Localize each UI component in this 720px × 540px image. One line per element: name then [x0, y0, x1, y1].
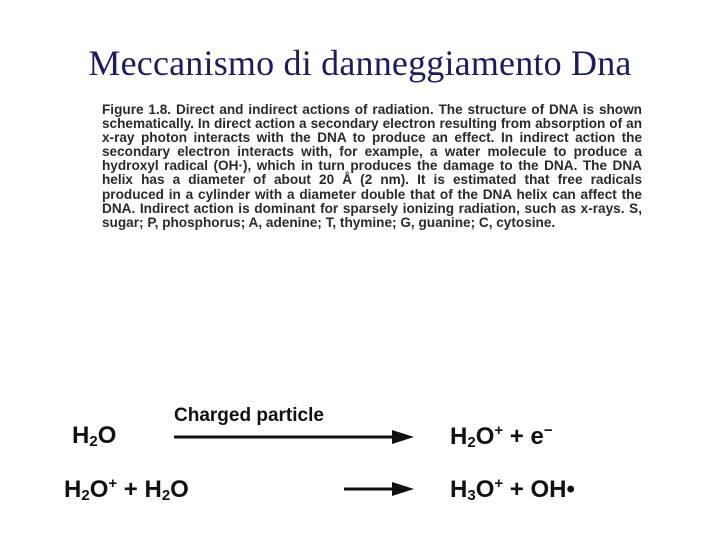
figure-caption [102, 103, 642, 230]
reaction1-reactant: $H_2O$ [72, 422, 117, 450]
figure-label: Figure 1.8. [102, 102, 172, 117]
reaction1-product: $H_2O^+ + e^-$ [450, 422, 553, 451]
reaction2-arrow-icon [344, 480, 414, 498]
reaction1-arrow-icon [174, 428, 414, 446]
figure-caption-text: Direct and indirect actions of radiation. The structure of DNA is shown schematically. In direct action a secondary electron resulting from absorption of an x-ray photon interacts with the DNA to produce an effect. In indirect action the secondary electron interacts with, for example, a water molecule to produce a hydroxyl radical (OH·), which in turn produces the damage to the DNA. The DNA helix has a diameter of about 20 Å (2 nm). It is estimated that free radicals produced in a cylinder with a diameter double that of the DNA helix can affect the DNA. Indirect action is dominant for sparsely ionizing radiation, such as x-rays. S, sugar; P, phosphorus; A, adenine; T, thymine; G, guanine; C, cytosine. [102, 102, 642, 230]
reaction2-reactants: $H_2O^+ + H_2O$ [64, 475, 189, 504]
reaction2-products: $H_3O^+$ + OH• [450, 475, 575, 504]
arrow-label-charged-particle: Charged particle [174, 405, 324, 426]
slide-title: Meccanismo di danneggiamento Dna [88, 43, 632, 83]
